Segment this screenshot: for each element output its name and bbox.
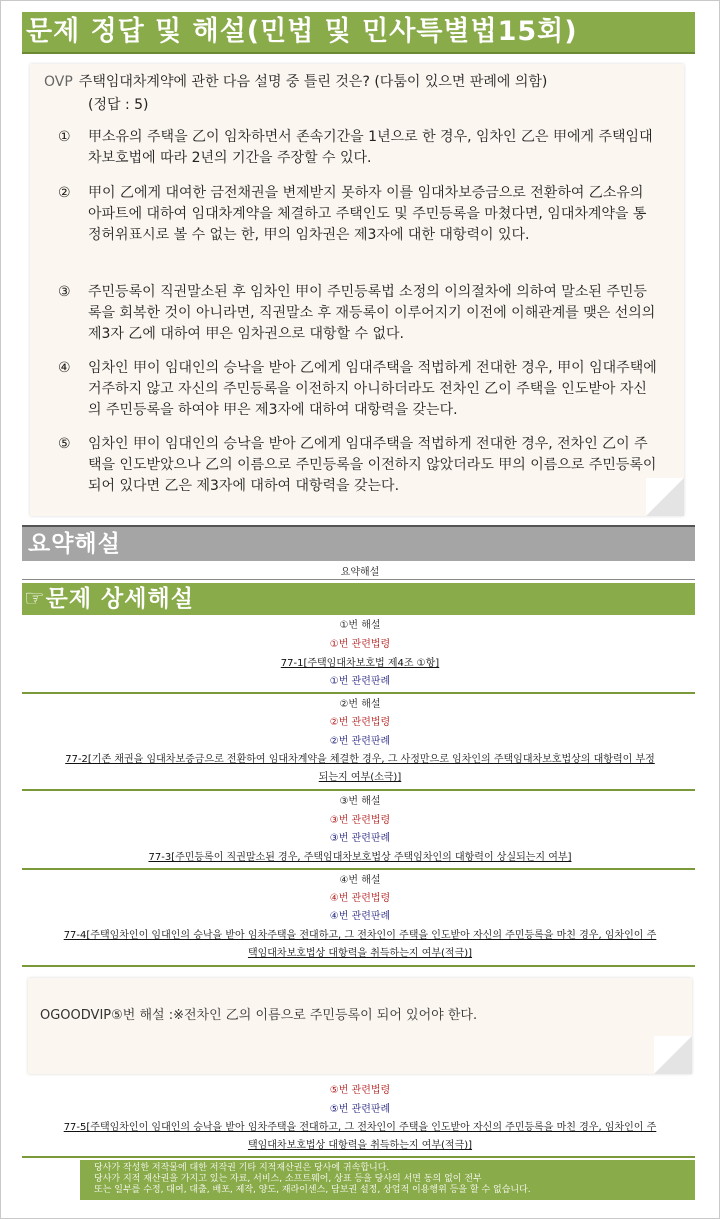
copyright-line: 당사가 작성한 저작물에 대한 저작권 기타 지적재산권은 당사에 귀속합니다.: [94, 1163, 390, 1173]
explain-2: ②번 해설: [339, 699, 381, 710]
choice-number: ②: [58, 185, 71, 201]
law-4: ④번 관련법령: [329, 893, 391, 904]
case-link-5-cont[interactable]: 택임대차보호법상 대항력을 취득하는지 여부(적극)]: [247, 1140, 473, 1151]
case-2: ②번 관련판례: [329, 736, 391, 747]
law-1: ①번 관련법령: [329, 639, 391, 650]
case-link-4[interactable]: 77-4[주택임차인이 임대인의 승낙을 받아 임차주택을 전대하고, 그 전차인이 주택을 인도받아 자신의 주민등록을 마친 경우, 임차인이 주: [63, 930, 657, 941]
section-divider: [22, 1156, 695, 1158]
summary-heading: 요약해설: [22, 527, 695, 561]
choice-number: ③: [58, 284, 71, 300]
case-link-5[interactable]: 77-5[주택임차인이 임대인의 승낙을 받아 임차주택을 전대하고, 그 전차인이 주택을 인도받아 자신의 주민등록을 마친 경우, 임차인이 주: [63, 1122, 657, 1133]
law-link-1[interactable]: 77-1[주택임대차보호법 제4조 ①항]: [280, 658, 440, 669]
page-curl-shadow: [646, 478, 684, 516]
divider: [22, 579, 695, 580]
explain-5-box: [28, 978, 692, 1074]
explain-1: ①번 해설: [339, 620, 381, 631]
page-title: 문제 정답 및 해설(민법 및 민사특별법15회): [22, 12, 695, 52]
summary-body: 요약해설: [340, 567, 380, 578]
law-2: ②번 관련법령: [329, 717, 391, 728]
section-divider: [22, 965, 695, 967]
question-text: 주택임대차계약에 관한 다음 설명 중 틀린 것은? (다툼이 있으면 판례에 의함): [78, 74, 548, 90]
law-5: ⑤번 관련법령: [329, 1085, 391, 1096]
section-divider: [22, 789, 695, 791]
section-divider: [22, 692, 695, 694]
law-3: ③번 관련법령: [329, 815, 391, 826]
explain-5: OGOODVIP⑤번 해설 :※전차인 乙의 이름으로 주민등록이 되어 있어야 한다.: [40, 1008, 478, 1023]
case-link-4-cont[interactable]: 택임대차보호법상 대항력을 취득하는지 여부(적극)]: [247, 948, 473, 959]
case-4: ④번 관련판례: [329, 911, 391, 922]
case-link-3[interactable]: 77-3[주민등록이 직권말소된 경우, 주택임대차보호법상 주택임차인의 대항력이 상실되는지 여부]: [148, 852, 572, 863]
question-prefix: OVP: [44, 74, 73, 90]
section-divider: [22, 868, 695, 870]
copyright-footer: [80, 1160, 695, 1200]
case-1: ①번 관련판례: [329, 676, 391, 687]
page-curl-shadow: [654, 1036, 692, 1074]
question-box: [30, 64, 684, 516]
choice-text: 임차인 甲이 임대인의 승낙을 받아 乙에게 임대주택을 적법하게 전대한 경우, 甲이 임대주택에 거주하지 않고 자신의 주민등록을 이전하지 아니하더라도 전차인 乙이 주택을 인도받아 자신의 주민등록을 하여야 甲은 제3자에 대하여 대항력을 갖는다.: [88, 360, 657, 418]
case-link-2[interactable]: 77-2[기존 채권을 임대차보증금으로 전환하여 임대차계약을 체결한 경우, 그 사정만으로 임차인의 주택임대차보호법상의 대항력이 부정: [65, 754, 655, 765]
title-underline: [22, 52, 695, 54]
choice-number: ⑤: [58, 436, 71, 452]
explain-3: ③번 해설: [339, 796, 381, 807]
correct-answer: (정답 : 5): [88, 97, 149, 113]
choice-text: 임차인 甲이 임대인의 승낙을 받아 乙에게 임대주택을 적법하게 전대한 경우, 전차인 乙이 주택을 인도받았으나 乙의 이름으로 주민등록을 이전하지 않았더라도 甲의 이름으로 주민등록이 되어 있다면 乙은 제3자에 대하여 대항력을 갖는다.: [88, 436, 657, 494]
explain-4: ④번 해설: [339, 875, 381, 886]
choice-text: 주민등록이 직권말소된 후 임차인 甲이 주민등록법 소정의 이의절차에 의하여 말소된 주민등록을 회복한 것이 아니라면, 직권말소 후 재등록이 이루어지기 이전에 이해관계를 맺은 선의의 제3자 乙에 대하여 甲은 임차권으로 대항할 수 없다.: [88, 284, 656, 342]
detail-heading: ☞문제 상세해설: [22, 583, 695, 615]
case-link-2-cont[interactable]: 되는지 여부(소극)]: [318, 772, 402, 783]
case-5: ⑤번 관련판례: [329, 1104, 391, 1115]
choice-number: ④: [58, 360, 71, 376]
copyright-line: 당사가 지적 재산권을 가지고 있는 자료, 서비스, 소프트웨어, 상표 등을 당사의 서면 동의 없이 전부: [94, 1174, 482, 1184]
case-3: ③번 관련판례: [329, 833, 391, 844]
choice-text: 甲소유의 주택을 乙이 임차하면서 존속기간을 1년으로 한 경우, 임차인 乙은 甲에게 주택임대차보호법에 따라 2년의 기간을 주장할 수 있다.: [88, 129, 653, 166]
question-stem: [44, 72, 547, 92]
copyright-line: 또는 일부를 수정, 대여, 대출, 배포, 제작, 양도, 재라이센스, 담보권 설정, 상업적 이용행위 등을 할 수 없습니다.: [94, 1185, 531, 1195]
choice-number: ①: [58, 129, 71, 145]
choice-text: 甲이 乙에게 대여한 금전채권을 변제받지 못하자 이를 임대차보증금으로 전환하여 乙소유의 아파트에 대하여 임대차계약을 체결하고 주택인도 및 주민등록을 마쳤다면, 임대차계약을 통정허위표시로 볼 수 없는 한, 甲의 임차권은 제3자에 대한 대항력이 있다.: [88, 185, 647, 243]
